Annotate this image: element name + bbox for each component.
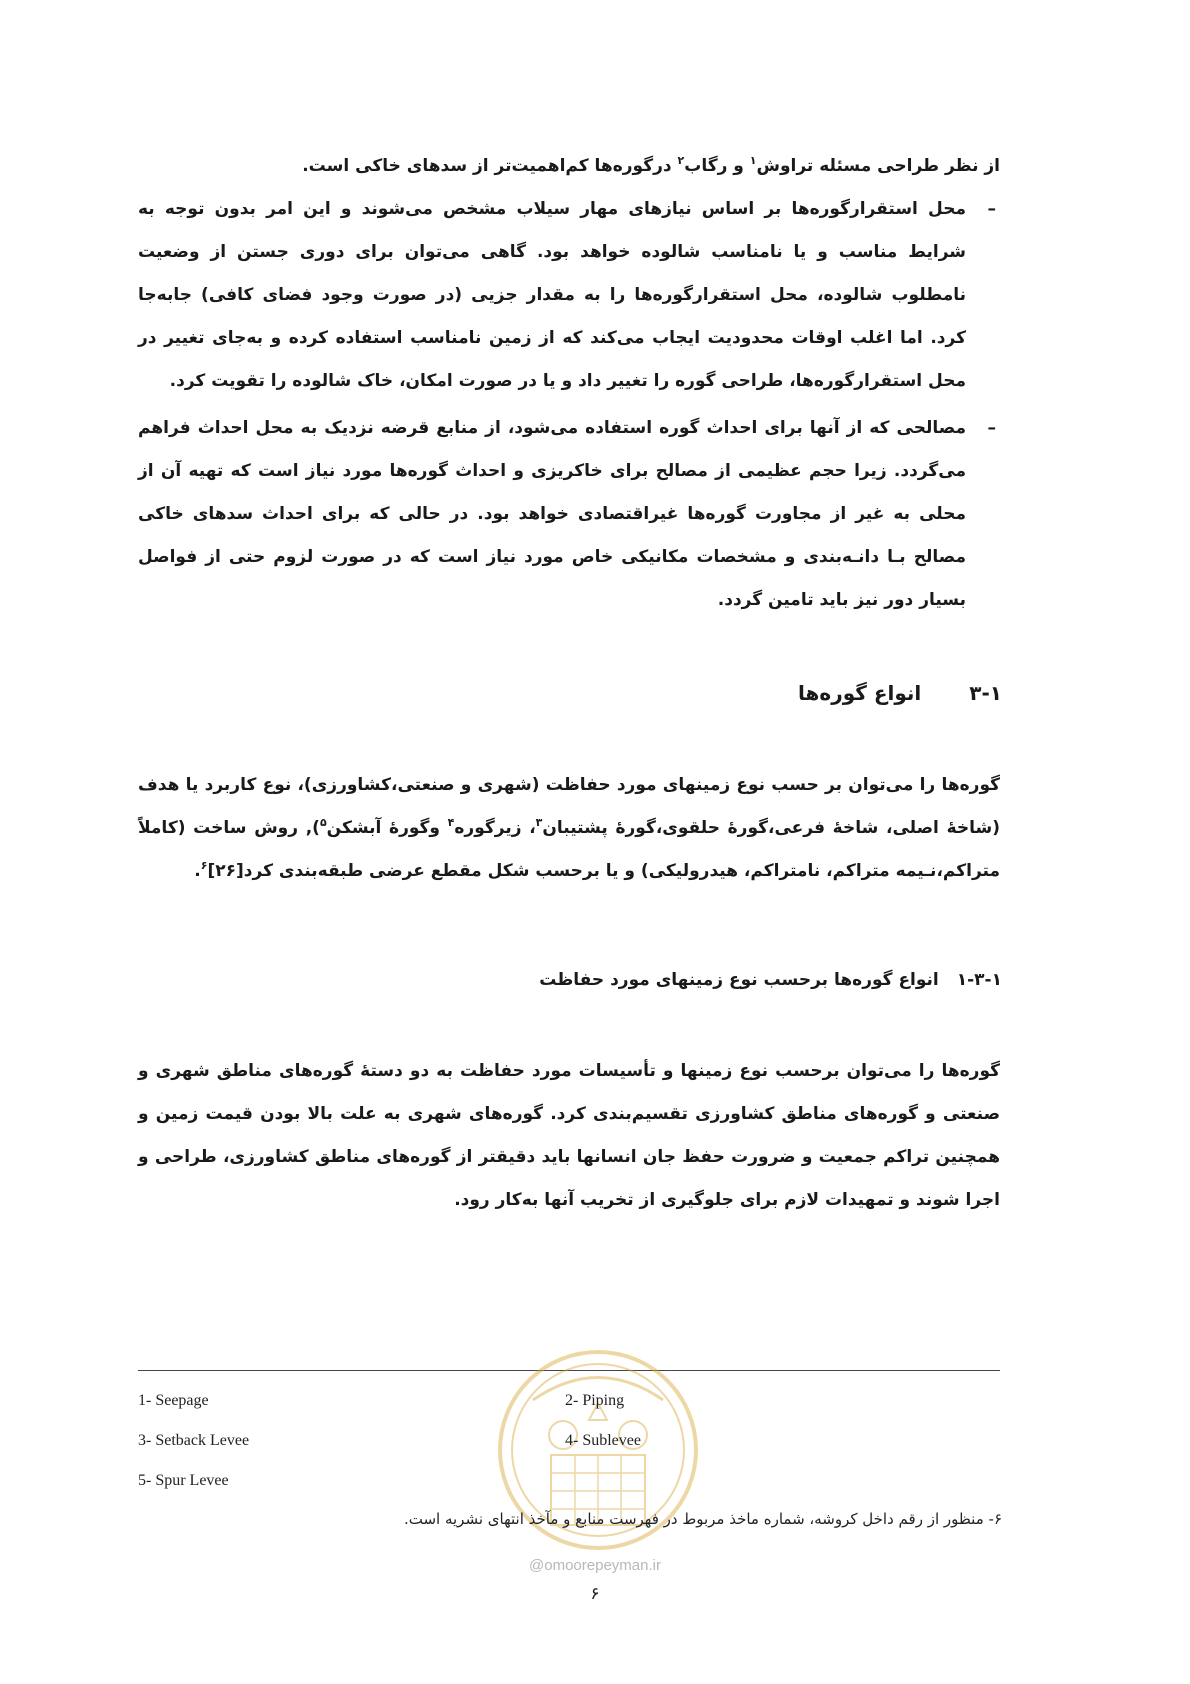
intro-paragraph xyxy=(138,145,1000,188)
bullet-dash: – xyxy=(987,418,996,438)
footnote-ref-4: ۴ xyxy=(447,816,455,829)
subsection-heading xyxy=(539,970,1002,990)
footnote-ref-1: ۱ xyxy=(749,154,757,167)
footnote-3: 3- Setback Levee xyxy=(138,1432,250,1449)
bullet-item xyxy=(138,407,1000,622)
types-text: . xyxy=(194,861,201,881)
section-heading xyxy=(798,681,1002,705)
intro-text: درگوره‌ها کم‌اهمیت‌تر از سدهای خاکی است. xyxy=(302,156,678,176)
types-text: ), روش ساخت (کاملاً متراکم،نـیمه متراکم، نامتراکم، هیدرولیکی) و یا برحسب شکل مقطع عرضی طبقه‌بندی کرد[۲۶] xyxy=(138,818,1000,881)
bullet-list xyxy=(138,188,1000,622)
footnote-ref-5: ۵ xyxy=(319,816,327,829)
protection-text: گوره‌ها را می‌توان برحسب نوع زمینها و تأسیسات مورد حفاظت به دو دستهٔ گوره‌های مناطق شهری و صنعتی و گوره‌های مناطق کشاورزی تقسیم‌بندی کرد. گوره‌های شهری به علت بالا بودن قیمت زمین و همچنین تراکم جمعیت و ضرورت حفظ جان انسانها باید دقیقتر از گوره‌های مناطق کشاورزی، طراحی و اجرا شوند و تمهیدات لازم برای جلوگیری از تخریب آنها به‌کار رود. xyxy=(138,1061,1000,1210)
section-title: انواع گوره‌ها xyxy=(798,681,922,705)
bullet-text: مصالحی که از آنها برای احداث گوره استفاده می‌شود، از منابع قرضه نزدیک به محل احداث فراهم می‌گردد. زیرا حجم عظیمی از مصالح برای خاکریزی و احداث گوره‌ها مورد نیاز است که تهیه آن از محلی به غیر از مجاورت گوره‌ها غیراقتصادی خواهد بود. در حالی که برای احداث سدهای خاکی مصالح بـا دانـه‌بندی و مشخصات مکانیکی خاص مورد نیاز است که در صورت لزوم حتی از فواصل بسیار دور نیز باید تامین گردد. xyxy=(138,418,966,610)
footnote-ref-2: ۲ xyxy=(677,154,685,167)
types-text: گوره‌ها را می‌توان بر حسب نوع زمینهای مورد حفاظت (شهری و صنعتی،کشاورزی)، نوع کاربرد یا هدف (شاخهٔ اصلی، شاخهٔ فرعی،گورهٔ حلقوی،گورهٔ پشتیبان xyxy=(138,775,1000,838)
footnote-4: 4- Sublevee xyxy=(565,1432,641,1449)
footnote-5: 5- Spur Levee xyxy=(138,1472,229,1489)
subsection-number: ۱-۳-۱ xyxy=(956,970,1002,990)
footnote-2: 2- Piping xyxy=(565,1392,625,1409)
footnote-1: 1- Seepage xyxy=(138,1392,209,1409)
watermark-url: @omoorepeyman.ir xyxy=(529,1557,661,1574)
types-text: ، زیرگوره xyxy=(454,818,536,838)
footnote-6: ۶- منظور از رقم داخل کروشه، شماره ماخذ مربوط در فهرست منابع و مآخذ انتهای نشریه است. xyxy=(403,1510,1002,1528)
page-number: ۶ xyxy=(590,1584,600,1604)
bullet-item xyxy=(138,188,1000,403)
bullet-dash: – xyxy=(987,199,996,219)
types-text: وگورهٔ آبشکن xyxy=(326,818,448,838)
footnote-ref-6: ۶ xyxy=(200,859,208,872)
subsection-title: انواع گوره‌ها برحسب نوع زمینهای مورد حفاظت xyxy=(539,970,939,990)
section-number: ۳-۱ xyxy=(969,681,1002,705)
types-paragraph xyxy=(138,764,1000,893)
intro-text: و رگاب xyxy=(684,156,750,176)
footnote-ref-3: ۳ xyxy=(535,816,543,829)
protection-paragraph xyxy=(138,1050,1000,1222)
bullet-text: محل استقرارگوره‌ها بر اساس نیازهای مهار سیلاب مشخص می‌شوند و این امر بدون توجه به شرایط مناسب و یا نامناسب شالوده خواهد بود. گاهی می‌توان برای دوری جستن از وضعیت نامطلوب شالوده، محل استقرارگوره‌ها را به مقدار جزیی (در صورت وجود فضای کافی) جابه‌جا کرد. اما اغلب اوقات محدودیت ایجاب می‌کند که از زمین نامناسب استفاده کرده و به‌جای تغییر در محل استقرارگوره‌ها، طراحی گوره را تغییر داد و یا در صورت امکان، خاک شالوده را تقویت کرد. xyxy=(138,199,966,391)
intro-text: از نظر طراحی مسئله تراوش xyxy=(756,156,1000,176)
